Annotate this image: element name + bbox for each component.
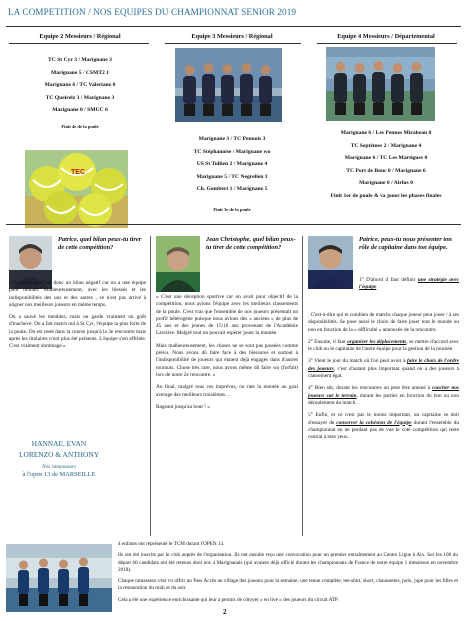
column-divider <box>150 236 151 536</box>
patrice-captain-portrait <box>308 236 353 289</box>
team4-heading: Equipe 4 Messieurs / Départemental <box>337 33 435 40</box>
emphasis: faire le choix de l'ordre des joueurs <box>308 358 460 372</box>
paragraph <box>308 339 459 354</box>
team2-result: Marignane 6 / TC Valeriane 0 <box>44 82 116 89</box>
paragraph: . C'est-à-dire qui et combien de matchs chaque joueur peut jouer / à ses disponibilités. Se pose aussi le choix de faire jouer tout le monde ou non en fonction de la « difficulté » annoncée de la rencontre. <box>308 312 459 333</box>
ballboys-article <box>118 541 458 608</box>
interview1-text <box>9 280 146 356</box>
interview1-question: Patrice, quel bilan peux-tu tirer de cette compétition? <box>58 236 142 251</box>
team3-heading-rule <box>165 43 301 44</box>
point-text: , c'est d'autant plus important quand on a des joueurs à classement égal. <box>308 365 459 380</box>
interview2-question: Jean Christophe, quel bilan peux-tu tirer de cette compétition? <box>206 236 296 251</box>
team2-results <box>6 54 154 117</box>
svg-text:TEC: TEC <box>71 169 85 176</box>
page-title: LA COMPETITION / NOS EQUIPES DU CHAMPIONNAT SENIOR 2019 <box>8 7 297 17</box>
paragraph: On a sauvé les meubles, mais on garde vraiment un goût d'inachevé. On a fait match nul à St Cyr, l'équipe la plus forte de la poule. On est resté dans la course jusqu'à la 3e rencontre mais après les titulaires n'ont plus été présents. L'équipe s'est effritée. C'est vraiment dommage.» <box>9 314 146 350</box>
paragraph <box>359 277 459 292</box>
ballboys-names-line2: LORENZO & ANTHONY <box>18 450 100 459</box>
emphasis: organiser les déplacements <box>347 338 407 345</box>
ballboys-role: Nos ramasseurs <box>42 464 76 470</box>
paragraph <box>308 385 459 407</box>
team2-heading-rule <box>9 43 149 44</box>
page-number: 2 <box>223 608 227 616</box>
team3-ranking: Finit 3e de la poule <box>213 207 251 212</box>
jean-christophe-portrait <box>156 236 200 292</box>
emphasis: conserver la cohésion de l'équipe <box>336 419 412 426</box>
team4-result: TC Septèmes 2 / Marignane 4 <box>350 142 422 149</box>
tennis-balls-photo <box>25 150 128 228</box>
section-rule <box>6 224 461 225</box>
paragraph: Ils ont été inscrits par le club auprès de l'organisation. Ils ont ensuite reçu une convocation pour un premier entraînement au Centre Ligue à Aix. Sur les 100 du départ 60 candidats ont été retenus dont nos 4 Marignanais (qui avaient déjà officié durant les championnats de France de notre équipe 1 messieurs en novembre 2018). <box>118 552 458 573</box>
team4-result: Marignane 6 / Les Pennes Mirabeau 0 <box>340 130 432 136</box>
point-text: , se mettre d'accord avec le club ou le capitaine de l'autre équipe pour la gestion de la journée. <box>308 338 459 353</box>
team4-result: TC Port de Bouc 0 / Marignane 6 <box>346 167 426 174</box>
team2-ranking: Finit 4e de la poule <box>61 124 99 129</box>
interview2-text <box>156 294 298 416</box>
point-text: 3° Vient le jour du match où l'on peut avoir à <box>308 358 407 365</box>
emphasis: coacher nos joueurs sur le terrain <box>308 385 459 399</box>
point-text: 2° Ensuite, il faut <box>308 338 348 345</box>
paragraph: Mais malheureusement, les choses ne se sont pas passées comme prévu. Nous avons dû faire face à des blessures et surtout à l'indisponibilité de joueurs qui étaient déjà engagés dans d'autres tournois. Chose très rare, nous avons même dû faire wo (forfait) lors de notre 2e rencontre. » <box>156 342 298 378</box>
point-text: durant l'ensemble du championnat en ne perdant pas de vue le coté compétition qui reste central à mes yeux. <box>308 419 460 441</box>
team3-heading: Equipe 3 Messieurs / Régional <box>191 33 273 40</box>
point-text: 1° D'abord il faut définir <box>359 277 418 283</box>
ballboys-photo <box>6 544 112 612</box>
paragraph: Au final, malgré tous ces imprévus, on rate la montée au goal average des meilleurs troisièmes… <box>156 384 298 398</box>
team3-result: US St Tullien 2 / Marignane 4 <box>196 161 268 168</box>
ballboys-event: à l'open 13 de MARSEILLE <box>22 471 96 478</box>
paragraph: Chaque ramasseur s'est vu offrir un Pass Accès au village des joueurs pour la semaine, une tenue complète, tee-shirt, short, chaussettes, polo, jupe pour les filles et la restauration du midi et du soir. <box>118 578 458 592</box>
team3-result: Marignane 3 / TC Pennois 3 <box>198 136 266 142</box>
ballboys-names-line1: HANNAE, EVAN <box>31 439 87 448</box>
point-text: 5° Enfin, et ce n'est pas le moins important, un capitaine se doit d'essayer de <box>308 412 459 426</box>
team3-photo <box>175 48 282 122</box>
team3-result: TC Stéphanoise / Marignane wo <box>193 148 271 155</box>
team2-result: TC St Cyr 3 / Marignane 3 <box>48 57 112 63</box>
emphasis: une stratégie avec l'équipe <box>359 277 459 291</box>
interview3-text <box>308 312 459 446</box>
team4-heading-rule <box>317 43 457 44</box>
paragraph <box>308 358 459 380</box>
team2-heading: Equipe 2 Messieurs / Régional <box>39 33 121 40</box>
interview3-question: Patrice, peux-tu nous présenter ton rôle de capitaine dans ton équipe. <box>359 236 452 251</box>
team4-results <box>310 127 462 203</box>
column-divider <box>302 236 303 536</box>
paragraph <box>308 412 459 441</box>
point-text: , durant les parties en fonction du bon ou non déroulement du match. <box>308 392 459 406</box>
team4-result: Marignane 6 / TC Les Martigues 0 <box>344 155 428 162</box>
team3-result: Marignane 5 / TC Negrelien 1 <box>196 173 268 180</box>
paragraph: Cela a été une expérience enrichissante qui leur a permis de côtoyer « en live » des joueurs du circuit ATP. <box>118 596 339 603</box>
paragraph: Rageant jusqu'au bout ! » <box>156 403 210 410</box>
interview3-intro <box>359 277 459 297</box>
team3-result: Ch. Gombert 1 / Marignane 5 <box>196 186 268 193</box>
paragraph: « On finit 4e. C'est donc un bilan négatif car on a une équipe pour monter. Malheureusement, avec les blessés et les indisponibilités des uns et des autres , ce n'est pas arrivé à aligner nos meilleurs joueurs en même temps. <box>9 280 146 308</box>
team4-photo <box>326 47 435 121</box>
team2-result: Marignane 0 / SMUC 6 <box>52 107 108 114</box>
team2-result: TC Queirelz 3 / Marignane 3 <box>45 94 115 101</box>
paragraph: « C'est une déception sportive car on avait pour objectif de la compétition, nous avions l'équipe avec les meilleurs classements de la poule. C'est vrai que l'ensemble de nos joueurs présentait un profil hétérogène puisque nous avions des « anciens » de plus de 45 ans et des jeunes de 15/16 ans provenant de l'Académie Lavrière. Malgré tout on pouvait espérer jouer la montée. <box>156 294 298 337</box>
team4-result: Finit 1er de poule & va jouer les phases finales <box>330 192 442 199</box>
point-text: 4° Bien sûr, durant les rencontres on peut être amené à <box>308 385 432 392</box>
team3-results <box>158 133 306 196</box>
title-rule <box>6 26 461 27</box>
paragraph: 4 enfants ont représenté le TCM durant l'OPEN 13. <box>118 541 225 547</box>
team4-result: Marignane 6 / Airlus 0 <box>359 180 413 187</box>
team2-result: Marignane 5 / CSMT2 1 <box>50 69 110 76</box>
